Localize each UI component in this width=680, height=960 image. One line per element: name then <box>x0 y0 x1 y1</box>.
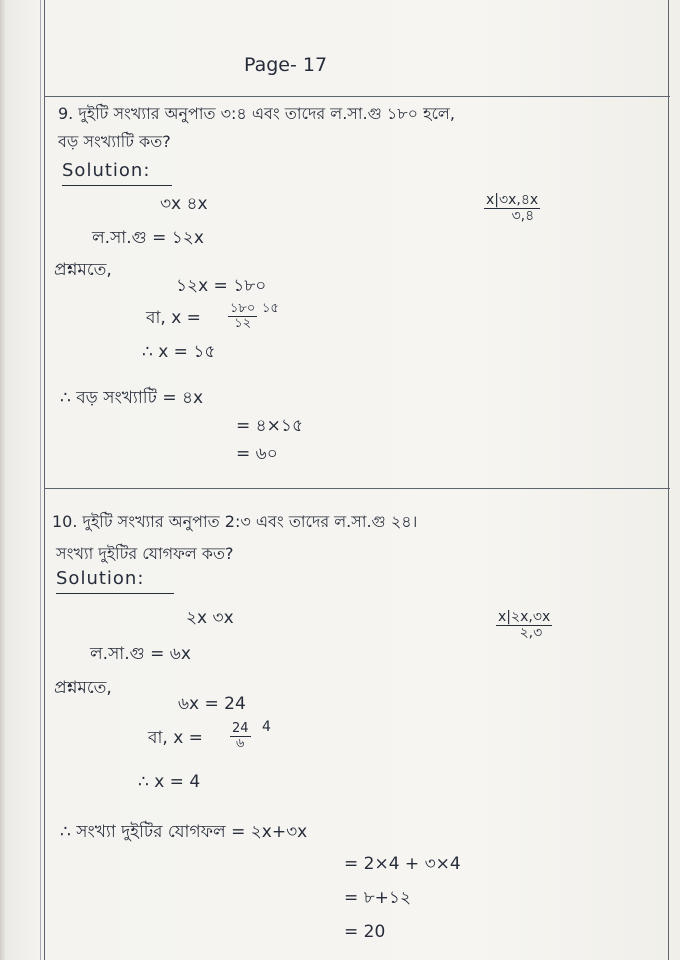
q10-lcm-division-bottom: ২,৩ <box>519 625 543 642</box>
q9-fraction-side: ১৫ <box>262 301 279 316</box>
q10-answer-line1: ∴ সংখ্যা দুইটির যোগফল = ২x+৩x <box>60 822 308 842</box>
q9-solution-label: Solution: <box>62 160 151 181</box>
page-label: Page- 17 <box>244 54 328 76</box>
q10-answer-line3: = ৮+১২ <box>344 888 412 908</box>
q10-lcm-division <box>496 610 552 642</box>
q10-solution-label: Solution: <box>56 568 145 589</box>
q9-lcm-expression: ল.সা.গু = ১২x <box>92 228 204 248</box>
q9-lcm-division <box>484 193 540 225</box>
margin-line-left <box>44 0 45 960</box>
q10-equation-1: ৬x = 24 <box>178 694 246 714</box>
q10-or-prefix: বা, x = <box>148 728 203 748</box>
section-divider <box>44 488 670 489</box>
q9-fraction <box>228 302 257 332</box>
q9-question-line2: বড় সংখ্যাটি কত? <box>58 132 171 151</box>
header-rule <box>44 96 670 97</box>
q9-question-line1: 9. দুইটি সংখ্যার অনুপাত ৩:৪ এবং তাদের ল.সা.গু ১৮০ হলে, <box>58 104 455 123</box>
q9-lcm-division-top: x|৩x,৪x <box>486 192 539 208</box>
q10-fraction-numerator: 24 <box>232 721 249 736</box>
q10-question-line1: 10. দুইটি সংখ্যার অনুপাত 2:৩ এবং তাদের ল.সা.গু ২৪। <box>52 512 418 531</box>
q9-fraction-denominator: ১২ <box>234 316 252 332</box>
q9-answer-line2: = ৪×১৫ <box>236 416 303 436</box>
q9-fraction-numerator: ১৮০ <box>230 301 256 316</box>
q9-ratio-terms: ৩x ৪x <box>160 194 208 214</box>
q9-or-prefix: বা, x = <box>146 308 201 328</box>
q10-therefore-x: ∴ x = 4 <box>138 772 201 792</box>
q9-answer-line1: ∴ বড় সংখ্যাটি = ৪x <box>60 388 204 408</box>
q10-fraction-denominator: ৬ <box>236 736 245 752</box>
q10-lcm-expression: ল.সা.গু = ৬x <box>90 644 191 664</box>
q10-solution-underline <box>56 593 174 594</box>
q9-therefore-x: ∴ x = ১৫ <box>142 342 216 362</box>
margin-line-right <box>668 0 669 960</box>
q9-lcm-division-bottom: ৩,৪ <box>511 208 535 225</box>
q10-ratio-terms: ২x ৩x <box>186 608 234 628</box>
q10-lcm-division-top: x|২x,৩x <box>498 609 551 625</box>
q10-answer-line2: = 2×4 + ৩×4 <box>344 854 461 874</box>
q10-fraction-side: 4 <box>262 719 271 735</box>
q9-equation-1: ১২x = ১৮০ <box>176 276 267 296</box>
q9-condition-label: প্রশ্নমতে, <box>54 260 112 280</box>
q10-question-line2: সংখ্যা দুইটির যোগফল কত? <box>56 544 234 563</box>
margin-line-left-outer <box>40 0 41 960</box>
q9-solution-underline <box>62 185 172 186</box>
q10-fraction <box>230 722 251 752</box>
q10-condition-label: প্রশ্নমতে, <box>54 678 112 698</box>
q9-answer-line3: = ৬০ <box>236 444 278 464</box>
q10-answer-line4: = 20 <box>344 922 386 942</box>
